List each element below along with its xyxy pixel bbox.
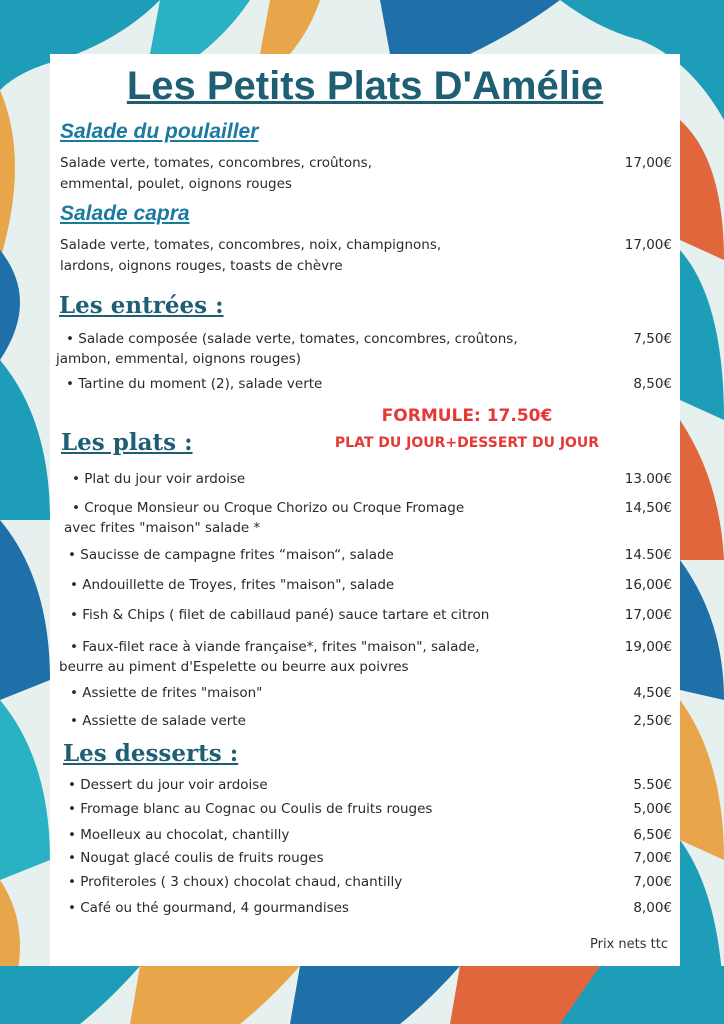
salade-capra-desc-1: Salade verte, tomates, concombres, noix, champignons, [60,237,442,253]
plat-item-2-line-2: avec frites "maison" salade * [64,520,261,536]
salade-capra-price: 17,00€ [624,237,672,253]
plat-item-2-price: 14,50€ [624,500,672,516]
footer-note: Prix nets ttc [590,937,668,952]
salade-poulailler-desc-2: emmental, poulet, oignons rouges [60,176,292,192]
plat-item-5: • Fish & Chips ( filet de cabillaud pané) sauce tartare et citron [70,607,490,623]
formule-price: FORMULE: 17.50€ [381,406,553,426]
entree-item-1-line-2: jambon, emmental, oignons rouges) [56,351,302,367]
dessert-item-1-price: 5.50€ [633,777,672,793]
dessert-item-2: • Fromage blanc au Cognac ou Coulis de fruits rouges [68,801,433,817]
plat-item-6-price: 19,00€ [624,639,672,655]
plat-item-6-line-2: beurre au piment d'Espelette ou beurre aux poivres [59,659,409,675]
plat-item-1: • Plat du jour voir ardoise [72,471,246,487]
entree-item-2-price: 8,50€ [633,376,672,392]
dessert-item-2-price: 5,00€ [633,801,672,817]
plat-item-3-price: 14.50€ [624,547,672,563]
dessert-item-3-price: 6,50€ [633,827,672,843]
plat-item-7-price: 4,50€ [633,685,672,701]
plat-item-4-price: 16,00€ [624,577,672,593]
plat-item-8-price: 2,50€ [633,713,672,729]
menu-card [50,54,680,966]
dessert-item-3: • Moelleux au chocolat, chantilly [68,827,290,843]
formule-description: PLAT DU JOUR+DESSERT DU JOUR [334,435,600,451]
entree-item-1-price: 7,50€ [633,331,672,347]
desserts-heading: Les desserts : [63,740,239,767]
plat-item-7: • Assiette de frites "maison" [70,685,263,701]
plats-heading: Les plats : [61,429,193,456]
plat-item-8: • Assiette de salade verte [70,713,246,729]
dessert-item-1: • Dessert du jour voir ardoise [68,777,268,793]
salade-poulailler-desc-1: Salade verte, tomates, concombres, croûtons, [60,155,372,171]
dessert-item-4-price: 7,00€ [633,850,672,866]
entree-item-1-line-1: • Salade composée (salade verte, tomates, concombres, croûtons, [66,331,518,347]
dessert-item-6: • Café ou thé gourmand, 4 gourmandises [68,900,349,916]
page-title: Les Petits Plats D'Amélie [126,64,604,108]
entree-item-2: • Tartine du moment (2), salade verte [66,376,323,392]
salade-poulailler-title: Salade du poulailler [60,120,259,143]
entrees-heading: Les entrées : [59,292,224,319]
dessert-item-6-price: 8,00€ [633,900,672,916]
salade-poulailler-price: 17,00€ [624,155,672,171]
plat-item-3: • Saucisse de campagne frites “maison“, salade [68,547,394,563]
plat-item-2-line-1: • Croque Monsieur ou Croque Chorizo ou Croque Fromage [72,500,465,516]
dessert-item-5-price: 7,00€ [633,874,672,890]
plat-item-5-price: 17,00€ [624,607,672,623]
salade-capra-desc-2: lardons, oignons rouges, toasts de chèvre [60,258,343,274]
plat-item-4: • Andouillette de Troyes, frites "maison", salade [70,577,395,593]
salade-capra-title: Salade capra [60,202,190,225]
dessert-item-4: • Nougat glacé coulis de fruits rouges [68,850,324,866]
plat-item-6-line-1: • Faux-filet race à viande française*, frites "maison", salade, [70,639,480,655]
plat-item-1-price: 13.00€ [624,471,672,487]
dessert-item-5: • Profiteroles ( 3 choux) chocolat chaud, chantilly [68,874,403,890]
